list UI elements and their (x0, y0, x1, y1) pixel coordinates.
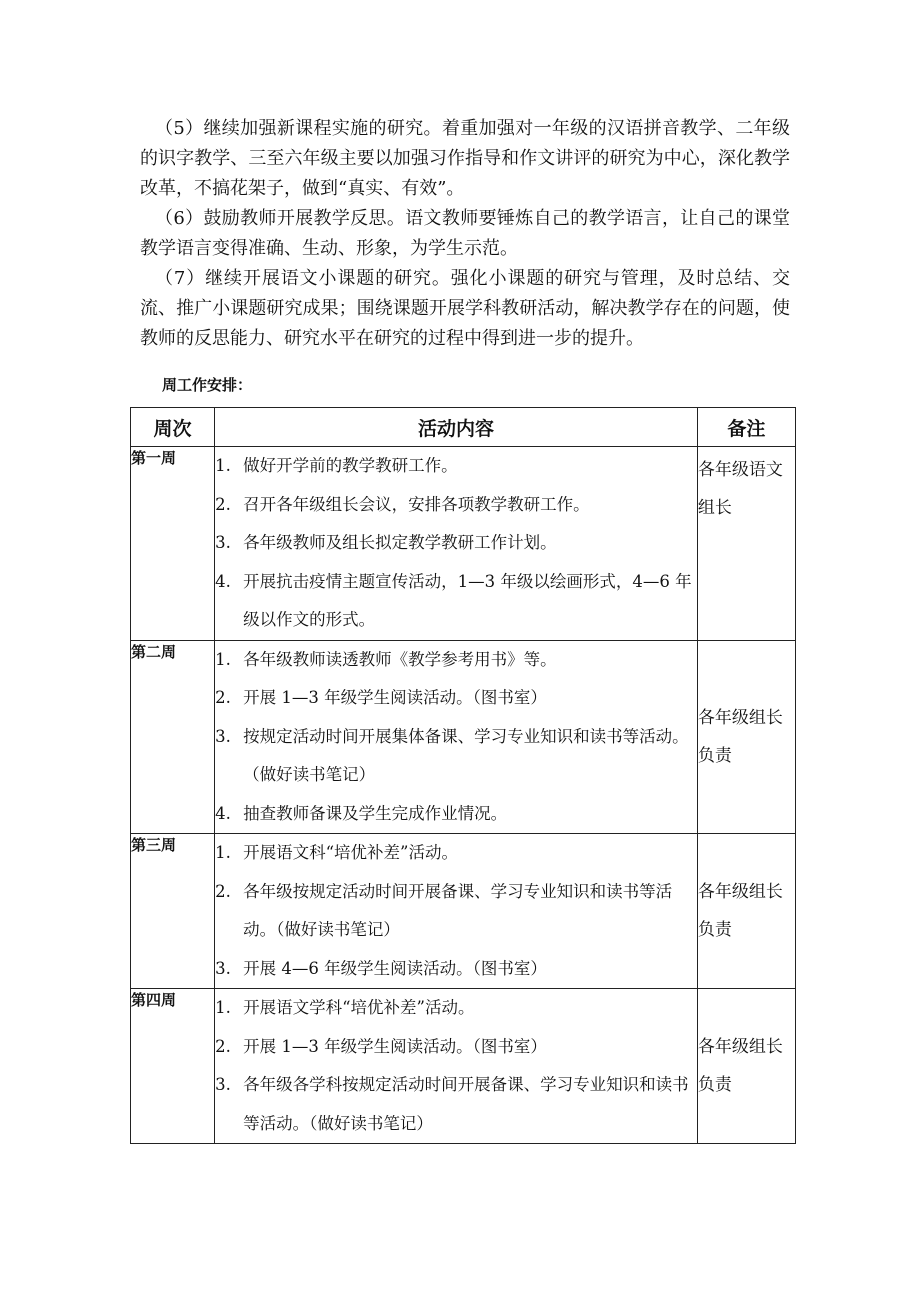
item-text: 开展 4—6 年级学生阅读活动。（图书室） (243, 958, 547, 978)
list-item (215, 641, 697, 680)
item-text: 开展 1—3 年级学生阅读活动。（图书室） (243, 688, 547, 707)
item-number: 2. (215, 1036, 231, 1056)
list-item (215, 873, 697, 950)
list-item (215, 486, 697, 525)
item-number: 2. (215, 494, 231, 514)
item-number: 4. (215, 571, 231, 591)
note-cell: 各年级组长负责 (697, 834, 795, 989)
header-week: 周次 (131, 408, 215, 447)
week-cell: 第三周 (131, 834, 215, 989)
item-text: 各年级按规定活动时间开展备课、学习专业知识和读书等活动。（做好读书笔记） (243, 881, 673, 939)
item-text: 开展抗击疫情主题宣传活动，1—3 年级以绘画形式，4—6 年级以作文的形式。 (243, 571, 692, 629)
item-number: 1. (215, 843, 231, 862)
item-text: 各年级教师及组长拟定教学教研工作计划。 (243, 533, 557, 552)
activity-list (215, 834, 697, 988)
activity-list (215, 989, 697, 1143)
list-item (215, 795, 697, 834)
list-item (215, 834, 697, 873)
content-cell (215, 640, 698, 834)
item-number: 3. (215, 958, 231, 978)
activity-list (215, 447, 697, 640)
activity-list (215, 641, 697, 834)
table-row (131, 447, 796, 641)
item-number: 1. (215, 998, 231, 1017)
list-item (215, 447, 697, 486)
item-number: 2. (215, 688, 231, 707)
table-row (131, 640, 796, 834)
note-cell: 各年级语文组长 (697, 447, 795, 641)
paragraph-5: （5）继续加强新课程实施的研究。着重加强对一年级的汉语拼音教学、二年级的识字教学、三至六年级主要以加强习作指导和作文讲评的研究为中心，深化教学改革，不搞花架子，做到“真实、有效”。 (140, 118, 790, 199)
list-item (215, 1028, 697, 1067)
item-text: 做好开学前的教学教研工作。 (243, 456, 458, 475)
content-cell (215, 447, 698, 641)
list-item (215, 718, 697, 795)
list-item (215, 1066, 697, 1143)
header-note: 备注 (697, 408, 795, 447)
list-item (215, 524, 697, 563)
week-cell: 第二周 (131, 640, 215, 834)
item-number: 3. (215, 1075, 231, 1094)
body-text (140, 114, 790, 354)
item-text: 召开各年级组长会议，安排各项教学教研工作。 (243, 494, 590, 514)
content-cell (215, 989, 698, 1144)
content-cell (215, 834, 698, 989)
header-content: 活动内容 (215, 408, 698, 447)
table-row (131, 834, 796, 989)
weekly-schedule-table (130, 407, 796, 1144)
list-item (215, 679, 697, 718)
table-header-row (131, 408, 796, 447)
item-number: 3. (215, 726, 231, 746)
item-number: 1. (215, 456, 231, 475)
schedule-title: 周工作安排： (162, 376, 253, 394)
item-text: 开展 1—3 年级学生阅读活动。（图书室） (243, 1036, 547, 1056)
list-item (215, 563, 697, 640)
paragraph-7: （7）继续开展语文小课题的研究。强化小课题的研究与管理，及时总结、交流、推广小课题研究成果；围绕课题开展学科教研活动，解决教学存在的问题，使教师的反思能力、研究水平在研究的过程中得到进一步的提升。 (140, 268, 790, 349)
list-item (215, 950, 697, 989)
item-number: 1. (215, 649, 231, 669)
list-item (215, 989, 697, 1028)
note-cell: 各年级组长负责 (697, 989, 795, 1144)
paragraph-6: （6）鼓励教师开展教学反思。语文教师要锤炼自己的教学语言，让自己的课堂教学语言变得准确、生动、形象，为学生示范。 (140, 208, 790, 259)
table-row (131, 989, 796, 1144)
item-text: 各年级各学科按规定活动时间开展备课、学习专业知识和读书等活动。（做好读书笔记） (243, 1075, 689, 1133)
item-number: 2. (215, 881, 231, 901)
item-number: 3. (215, 533, 231, 552)
item-text: 抽查教师备课及学生完成作业情况。 (243, 803, 508, 823)
item-text: 按规定活动时间开展集体备课、学习专业知识和读书等活动。（做好读书笔记） (243, 726, 689, 784)
item-text: 开展语文学科“培优补差”活动。 (243, 998, 475, 1017)
week-cell: 第四周 (131, 989, 215, 1144)
item-text: 各年级教师读透教师《教学参考用书》等。 (243, 649, 557, 669)
item-number: 4. (215, 803, 231, 823)
week-cell: 第一周 (131, 447, 215, 641)
item-text: 开展语文科“培优补差”活动。 (243, 843, 458, 862)
note-cell: 各年级组长负责 (697, 640, 795, 834)
